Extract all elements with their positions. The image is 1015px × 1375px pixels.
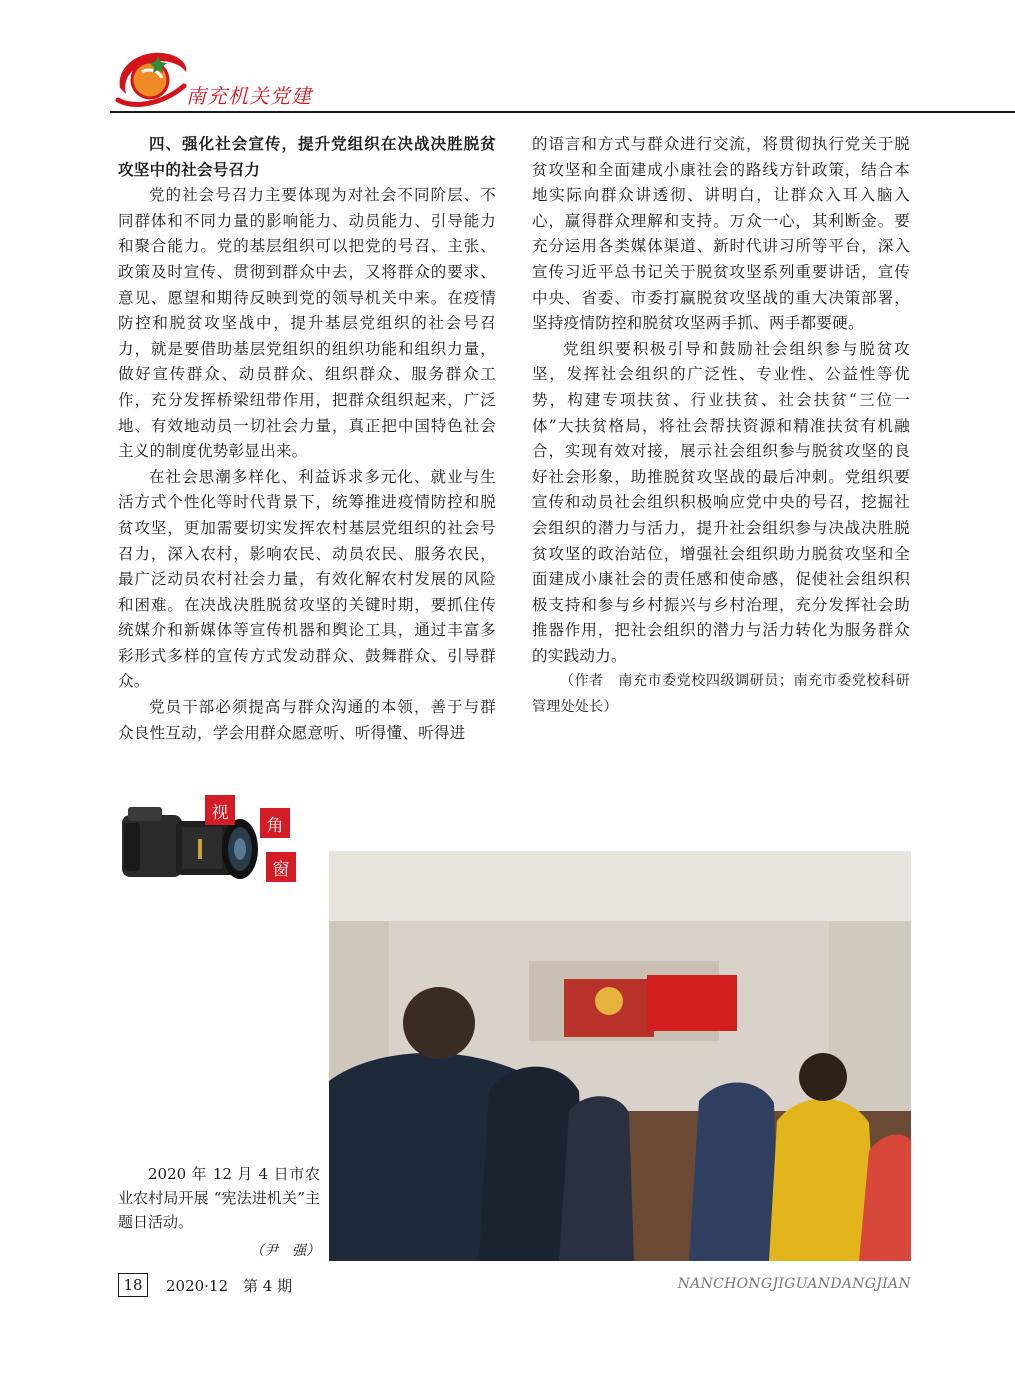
- magazine-logo-icon: [112, 42, 192, 114]
- paragraph: 党组织要积极引导和鼓励社会组织参与脱贫攻坚，发挥社会组织的广泛性、专业性、公益性等优势，构建专项扶贫、行业扶贫、社会扶贫“三位一体”大扶贫格局，将社会帮扶资源和精准扶贫有机融合，实现有效对接，展示社会组织参与脱贫攻坚的良好社会形象，助推脱贫攻坚战的最后冲刺。党组织要宣传和动员社会组织积极响应党中央的号召，挖掘社会组织的潜力与活力，提升社会组织参与决战决胜脱贫攻坚的政治站位，增强社会组织助力脱贫攻坚和全面建成小康社会的责任感和使命感，促使社会组织积极支持和参与乡村振兴与乡村治理，充分发挥社会助推器作用，把社会组织的潜力与活力转化为服务群众的实践动力。: [532, 339, 910, 665]
- author-byline: （作者 南充市委党校四级调研员；南充市委党校科研管理处处长）: [532, 673, 910, 716]
- issue-label: 2020·12 第 4 期: [166, 1277, 293, 1295]
- viewfinder-tag: 视: [205, 795, 235, 825]
- header-rule: [110, 111, 1015, 113]
- left-column: [118, 132, 496, 746]
- magazine-brand: 南充机关党建: [186, 84, 312, 108]
- paragraph: 党的社会号召力主要体现为对社会不同阶层、不同群体和不同力量的影响能力、动员能力、引导能力和聚合能力。党的基层组织可以把党的号召、主张、政策及时宣传、贯彻到群众中去，又将群众的要求、意见、愿望和期待反映到党的领导机关中来。在疫情防控和脱贫攻坚战中，提升基层党组织的社会号召力，就是要借助基层党组织的组织功能和组织力量，做好宣传群众、动员群众、组织群众、服务群众工作，充分发挥桥梁纽带作用，把群众组织起来，广泛地、有效地动员一切社会力量，真正把中国特色社会主义的制度优势彰显出来。: [118, 186, 496, 461]
- section-heading: 四、强化社会宣传，提升党组织在决战决胜脱贫攻坚中的社会号召力: [118, 135, 496, 179]
- photo-caption: [118, 1162, 320, 1234]
- viewfinder-tag: 角: [260, 808, 290, 838]
- footer-magazine-title: NANCHONGJIGUANDANGJIAN: [677, 1276, 911, 1292]
- event-photo: [329, 851, 911, 1261]
- paragraph: 党员干部必须提高与群众沟通的本领，善于与群众良性互动，学会用群众愿意听、听得懂、听得进: [118, 698, 496, 742]
- paragraph: 在社会思潮多样化、利益诉求多元化、就业与生活方式个性化等时代背景下，统筹推进疫情防控和脱贫攻坚，更加需要切实发挥农村基层党组织的社会号召力，深入农村，影响农民、动员农民、服务农民，最广泛动员农村社会力量，有效化解农村发展的风险和困难。在决战决胜脱贫攻坚的关键时期，要抓住传统媒介和新媒体等宣传机器和舆论工具，通过丰富多彩形式多样的宣传方式发动群众、鼓舞群众、引导群众。: [118, 467, 496, 691]
- caption-text: 2020 年 12 月 4 日市农业农村局开展 “宪法进机关”主题日活动。: [118, 1165, 320, 1231]
- photo-credit: （尹 强）: [250, 1243, 320, 1259]
- viewfinder-tag: 窗: [266, 852, 296, 882]
- right-column: [532, 132, 910, 721]
- page-number: 18: [118, 1273, 148, 1297]
- paragraph: 的语言和方式与群众进行交流，将贯彻执行党关于脱贫攻坚和全面建成小康社会的路线方针政策，结合本地实际向群众讲透彻、讲明白，让群众入耳入脑入心，赢得群众理解和支持。万众一心，其利断金。要充分运用各类媒体渠道、新时代讲习所等平台，深入宣传习近平总书记关于脱贫攻坚系列重要讲话，宣传中央、省委、市委打赢脱贫攻坚战的重大决策部署，坚持疫情防控和脱贫攻坚两手抓、两手都要硬。: [532, 135, 910, 333]
